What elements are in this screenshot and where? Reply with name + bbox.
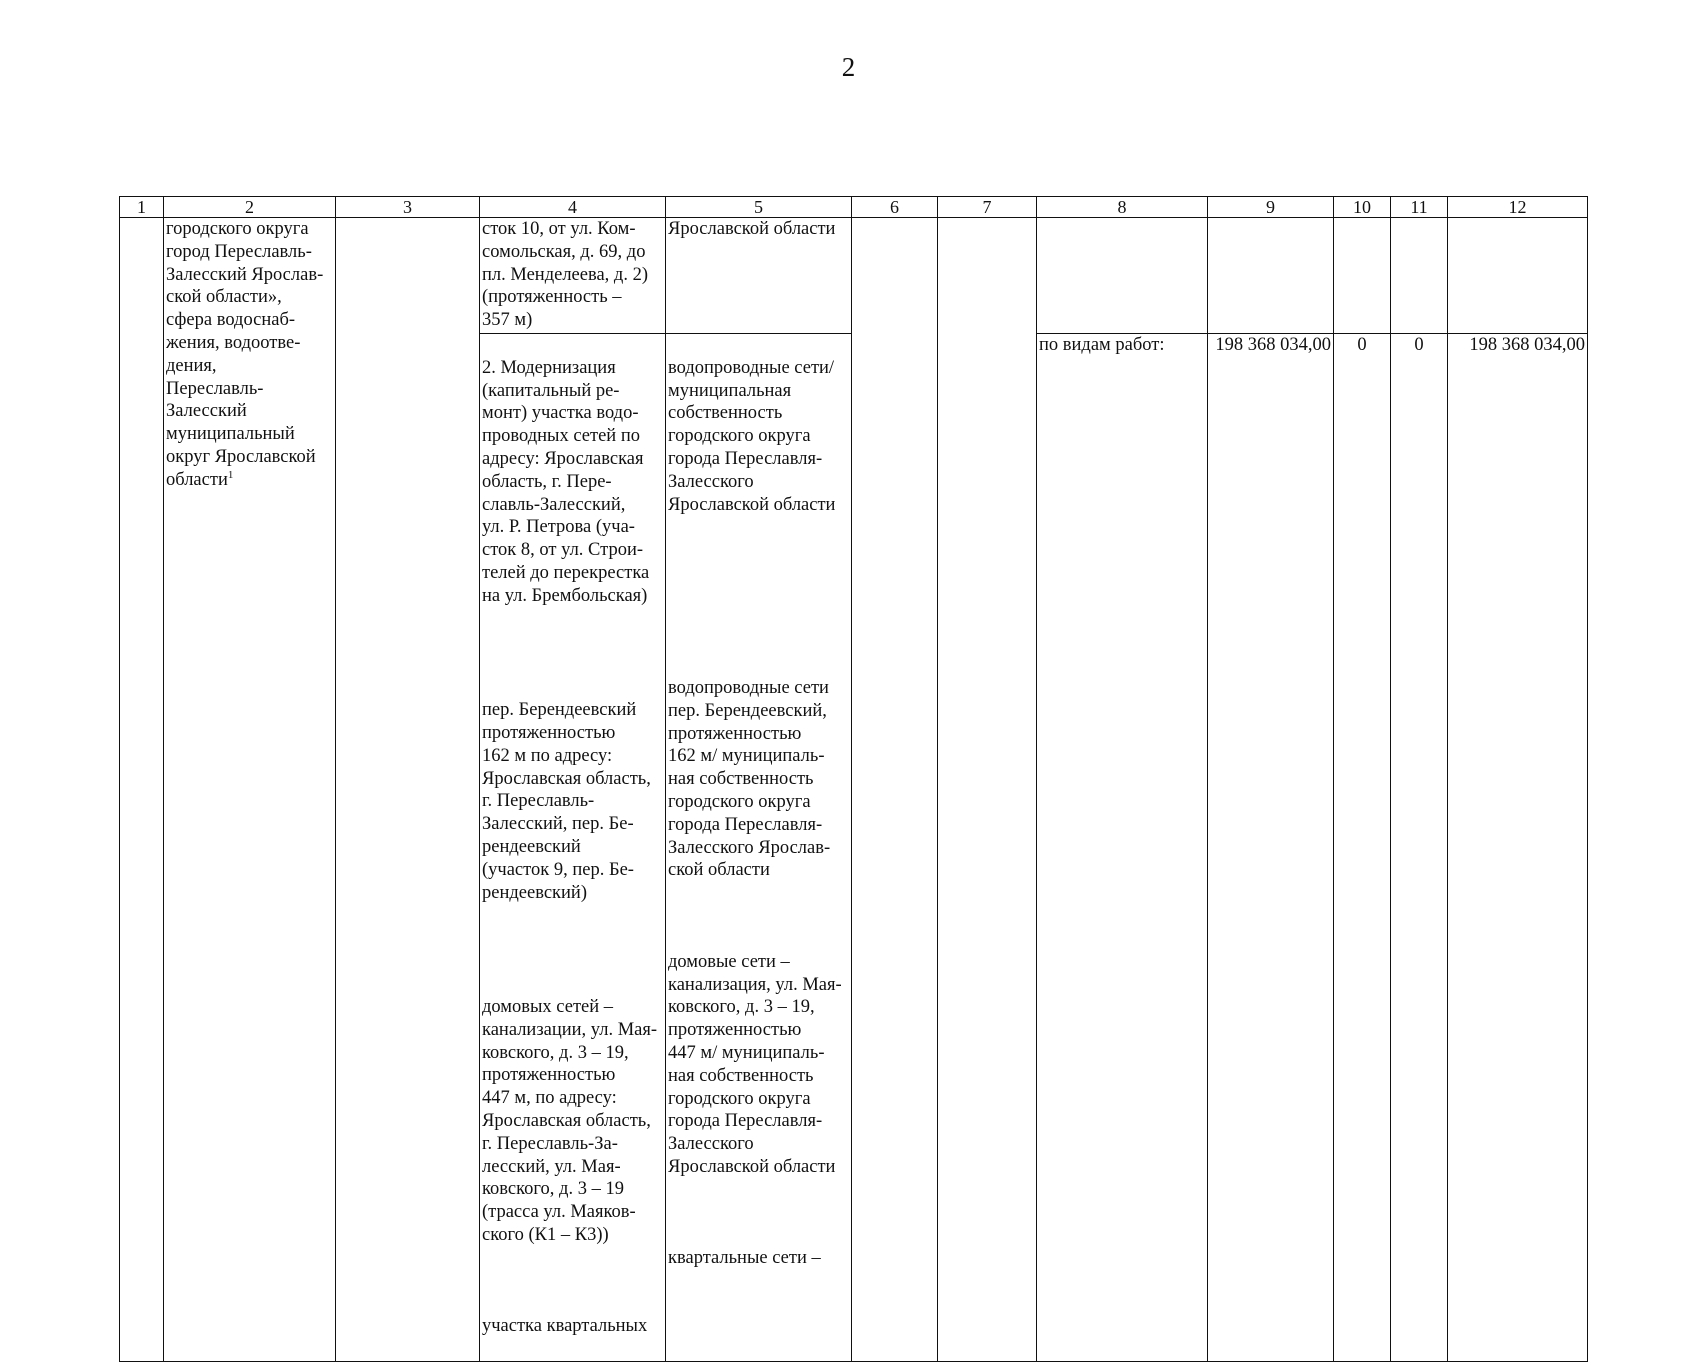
- amount-col11: 0: [1414, 335, 1424, 355]
- cell-col11-row1: [1391, 218, 1448, 334]
- col-header-6: 6: [852, 197, 938, 218]
- cell-col3: [336, 218, 480, 1362]
- cell-col5-row2: [666, 334, 852, 1362]
- cell-col9-row2: [1208, 334, 1334, 1362]
- cell-col5-row1: [666, 218, 852, 334]
- col-header-8: 8: [1037, 197, 1208, 218]
- ownership-text: водопроводные сети/ муниципальная собственность городского округа города Переславля- Залесского Ярославской области: [668, 357, 836, 515]
- cell-col8-row1: [1037, 218, 1208, 334]
- object-description: 2. Модернизация (капитальный ре- монт) участка водо- проводных сетей по адресу: Ярославская область, г. Пере- славль-Залесский, ул. Р. Петрова (уча- сток 8, от ул. Строи- телей до перекрестка на ул. Брембольская): [482, 357, 650, 606]
- works-table: [119, 196, 1588, 1362]
- cell-col11-row2: [1391, 334, 1448, 1362]
- col-header-11: 11: [1391, 197, 1448, 218]
- col-header-12: 12: [1448, 197, 1588, 218]
- cell-col1: [120, 218, 164, 1362]
- work-type-label: по видам работ:: [1039, 335, 1165, 355]
- col-header-4: 4: [480, 197, 666, 218]
- cell-col4-row2: [480, 334, 666, 1362]
- cell-col12-row1: [1448, 218, 1588, 334]
- ownership-text: водопроводные сети пер. Берендеевский, протяженностью 162 м/ муниципаль- ная собственность городского округа города Переславля- Залесского Ярослав- ской области: [668, 677, 831, 881]
- col-header-7: 7: [938, 197, 1037, 218]
- cell-col7: [938, 218, 1037, 1362]
- cell-col8-row2: [1037, 334, 1208, 1362]
- col-header-5: 5: [666, 197, 852, 218]
- amount-col12: 198 368 034,00: [1469, 335, 1585, 355]
- cell-col9-row1: [1208, 218, 1334, 334]
- ownership-text: домовые сети – канализация, ул. Мая- ковского, д. 3 – 19, протяженностью 447 м/ муниципаль- ная собственность городского округа города Переславля- Залесского Ярославской области: [668, 951, 842, 1177]
- cell-col10-row2: [1334, 334, 1391, 1362]
- page-number: 2: [841, 52, 856, 82]
- project-title: городского округа город Переславль- Залесский Ярослав- ской области», сфера водоснаб- жения, водоотве- дения, Переславль- Залесский муниципальный округ Ярославской области: [166, 219, 324, 490]
- table-row: [120, 218, 1588, 334]
- col-header-3: 3: [336, 197, 480, 218]
- amount-total: 198 368 034,00: [1215, 335, 1331, 355]
- ownership-text: квартальные сети –: [668, 1248, 821, 1269]
- cell-col10-row1: [1334, 218, 1391, 334]
- footnote-mark: 1: [227, 468, 234, 481]
- col-header-1: 1: [120, 197, 164, 218]
- ownership-text: Ярославской области: [668, 219, 836, 239]
- col-header-10: 10: [1334, 197, 1391, 218]
- col-header-9: 9: [1208, 197, 1334, 218]
- object-description: пер. Берендеевский протяженностью 162 м по адресу: Ярославская область, г. Переславль- Залесский, пер. Бе- рендеевский (участок 9, пер. Бе- рендеевский): [482, 700, 651, 903]
- col-header-2: 2: [164, 197, 336, 218]
- object-description: домовых сетей – канализации, ул. Мая- ковского, д. 3 – 19, протяженностью 447 м, по адресу: Ярославская область, г. Переславль-За- лесский, ул. Мая- ковского, д. 3 – 19 (трасса ул. Маяков- ского (К1 – К3)): [482, 996, 658, 1245]
- cell-col12-row2: [1448, 334, 1588, 1362]
- object-description: сток 10, от ул. Ком- сомольская, д. 69, до пл. Менделеева, д. 2) (протяженность – 357 м): [482, 219, 649, 331]
- object-description: участка квартальных: [482, 1316, 648, 1337]
- cell-col6: [852, 218, 938, 1362]
- cell-col2: [164, 218, 336, 1362]
- cell-col4-row1: [480, 218, 666, 334]
- header-row: [120, 197, 1588, 218]
- amount-col10: 0: [1357, 335, 1367, 355]
